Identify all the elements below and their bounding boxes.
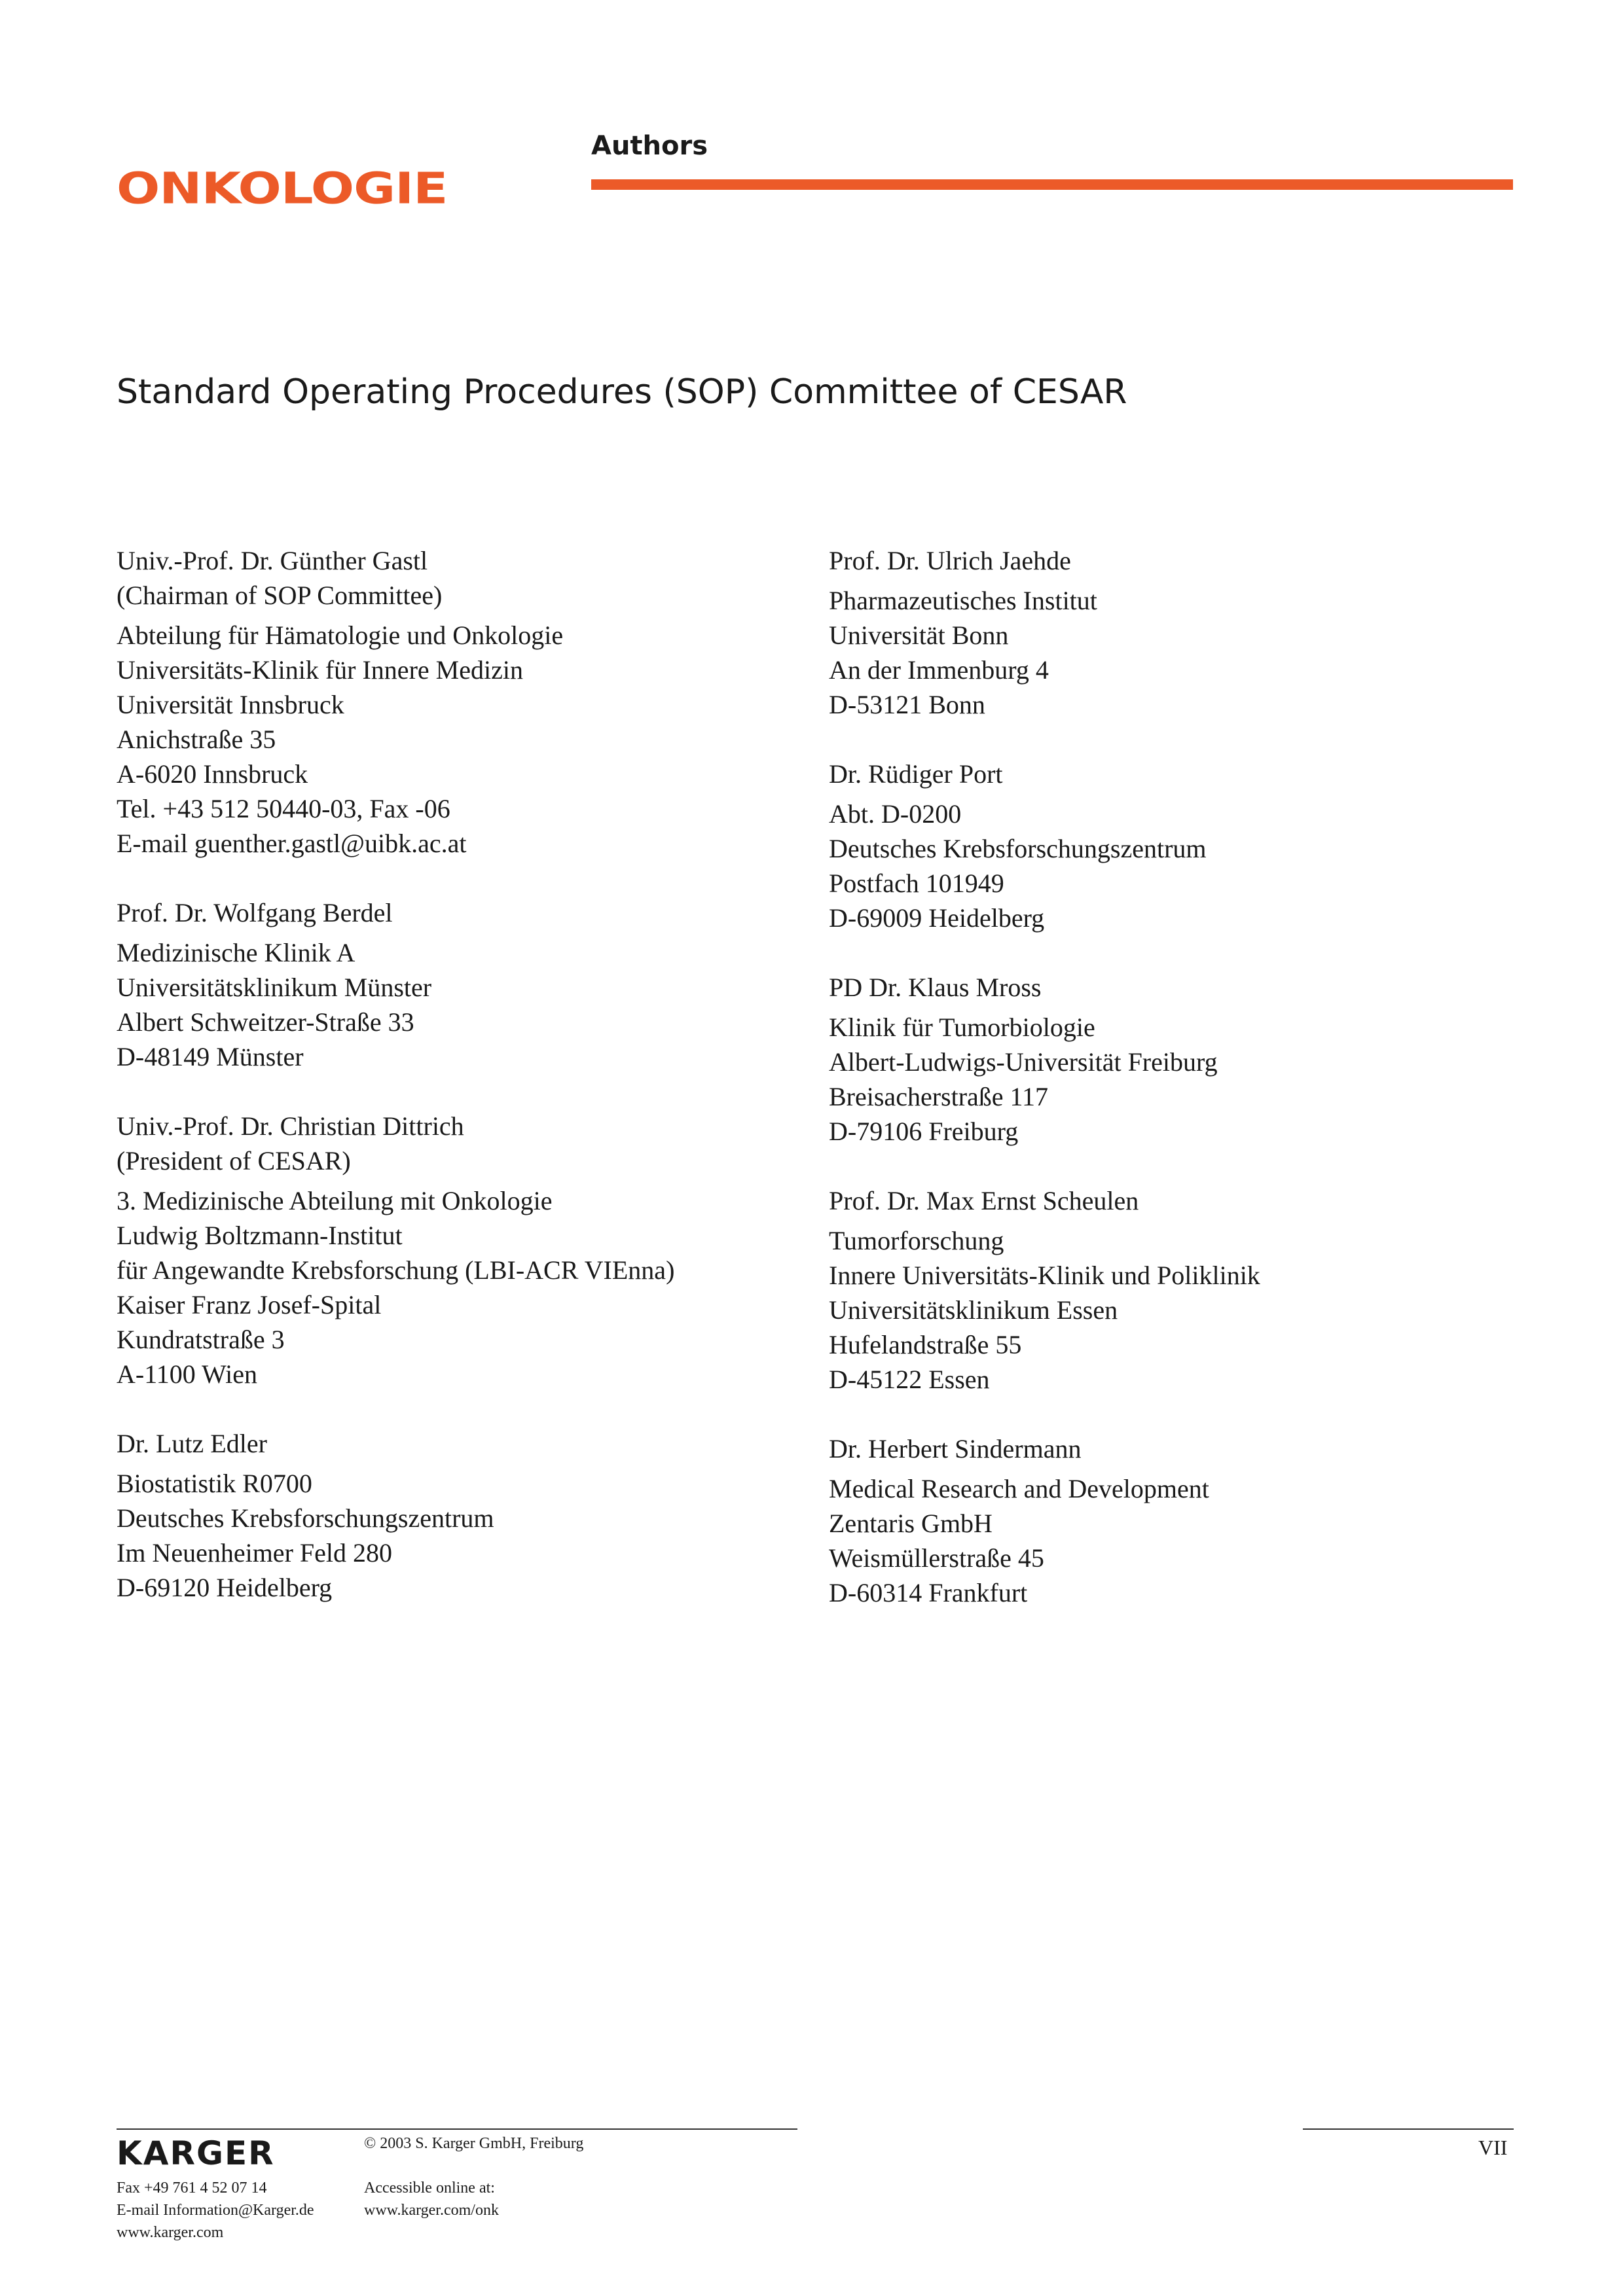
address-line: Tel. +43 512 50440-03, Fax -06	[117, 794, 450, 823]
author-name: Univ.-Prof. Dr. Günther Gastl	[117, 546, 428, 575]
address-line: Medizinische Klinik A	[117, 938, 356, 967]
author-column-left	[117, 543, 804, 1640]
contact-email: E-mail Information@Karger.de	[117, 2202, 314, 2219]
address-line: Universitäts-Klinik für Innere Medizin	[117, 655, 523, 685]
author-address	[829, 797, 1516, 935]
address-line: Ludwig Boltzmann-Institut	[117, 1221, 403, 1250]
address-line: Medical Research and Development	[829, 1474, 1209, 1503]
author-name: Prof. Dr. Wolfgang Berdel	[117, 898, 393, 927]
contact-fax: Fax +49 761 4 52 07 14	[117, 2179, 267, 2197]
author-name: Dr. Lutz Edler	[117, 1429, 267, 1458]
copyright-notice: © 2003 S. Karger GmbH, Freiburg	[364, 2135, 584, 2152]
author-entry	[829, 1183, 1516, 1397]
author-address	[117, 1183, 804, 1391]
address-line: Deutsches Krebsforschungszentrum	[117, 1503, 494, 1533]
address-line: A-1100 Wien	[117, 1359, 258, 1389]
address-line: D-53121 Bonn	[829, 690, 985, 719]
section-rule	[591, 179, 1513, 190]
address-line: Hufelandstraße 55	[829, 1330, 1022, 1359]
author-entry	[117, 895, 804, 1074]
address-line: 3. Medizinische Abteilung mit Onkologie	[117, 1186, 553, 1215]
author-column-right	[829, 543, 1516, 1645]
online-url: www.karger.com/onk	[364, 2202, 499, 2219]
author-address	[117, 618, 804, 861]
address-line: Universitätsklinikum Münster	[117, 973, 432, 1002]
author-name: PD Dr. Klaus Mross	[829, 973, 1042, 1002]
address-line: Anichstraße 35	[117, 725, 276, 754]
address-line: Zentaris GmbH	[829, 1509, 993, 1538]
author-address	[117, 1466, 804, 1605]
address-line: Albert-Ludwigs-Universität Freiburg	[829, 1047, 1218, 1077]
author-entry	[117, 1109, 804, 1391]
address-line: Breisacherstraße 117	[829, 1082, 1049, 1111]
author-address	[829, 1010, 1516, 1149]
author-entry	[117, 1426, 804, 1605]
address-line: An der Immenburg 4	[829, 655, 1049, 685]
section-label: Authors	[591, 131, 708, 161]
address-line: Biostatistik R0700	[117, 1469, 312, 1498]
address-line: D-48149 Münster	[117, 1042, 304, 1071]
address-line: für Angewandte Krebsforschung (LBI-ACR VIEnna)	[117, 1255, 675, 1285]
author-name: Dr. Herbert Sindermann	[829, 1434, 1082, 1463]
author-name: Prof. Dr. Ulrich Jaehde	[829, 546, 1071, 575]
online-label: Accessible online at:	[364, 2179, 495, 2197]
address-line: A-6020 Innsbruck	[117, 759, 308, 789]
footer-rule-left	[117, 2128, 797, 2130]
address-line: Weismüllerstraße 45	[829, 1543, 1044, 1573]
publisher-logo: KARGER	[117, 2134, 275, 2172]
author-entry	[829, 970, 1516, 1149]
address-line: D-45122 Essen	[829, 1365, 990, 1394]
address-line: Abt. D-0200	[829, 799, 962, 829]
page-title: Standard Operating Procedures (SOP) Committee of CESAR	[117, 372, 1127, 412]
address-line: D-69120 Heidelberg	[117, 1573, 333, 1602]
author-name: Dr. Rüdiger Port	[829, 759, 1003, 789]
author-name: Univ.-Prof. Dr. Christian Dittrich	[117, 1111, 464, 1141]
address-line: Universität Bonn	[829, 620, 1009, 650]
address-line: Innere Universitäts-Klinik und Poliklinik	[829, 1261, 1260, 1290]
footer-rule-right	[1303, 2128, 1514, 2130]
address-line: Pharmazeutisches Institut	[829, 586, 1097, 615]
author-entry	[117, 543, 804, 861]
author-role: (President of CESAR)	[117, 1146, 351, 1175]
address-line: Universitätsklinikum Essen	[829, 1295, 1118, 1325]
author-entry	[829, 757, 1516, 935]
address-line: Universität Innsbruck	[117, 690, 344, 719]
journal-logo: ONKOLOGIE	[117, 163, 448, 214]
page-number: VII	[1478, 2136, 1508, 2159]
author-entry	[829, 1431, 1516, 1610]
address-line: Kaiser Franz Josef-Spital	[117, 1290, 382, 1319]
author-address	[829, 1471, 1516, 1610]
address-line: Albert Schweitzer-Straße 33	[117, 1007, 414, 1037]
contact-website: www.karger.com	[117, 2224, 224, 2241]
address-line: Tumorforschung	[829, 1226, 1004, 1255]
address-line: D-69009 Heidelberg	[829, 903, 1045, 933]
address-line: Im Neuenheimer Feld 280	[117, 1538, 392, 1568]
address-line: Deutsches Krebsforschungszentrum	[829, 834, 1207, 863]
address-line: D-60314 Frankfurt	[829, 1578, 1028, 1607]
address-line: Postfach 101949	[829, 869, 1004, 898]
address-line: E-mail guenther.gastl@uibk.ac.at	[117, 829, 467, 858]
author-address	[117, 935, 804, 1074]
address-line: Kundratstraße 3	[117, 1325, 285, 1354]
author-address	[829, 1223, 1516, 1397]
author-address	[829, 583, 1516, 722]
address-line: Klinik für Tumorbiologie	[829, 1013, 1095, 1042]
online-access	[364, 2177, 499, 2221]
publisher-contact	[117, 2177, 314, 2244]
address-line: D-79106 Freiburg	[829, 1117, 1019, 1146]
author-name: Prof. Dr. Max Ernst Scheulen	[829, 1186, 1139, 1215]
author-role: (Chairman of SOP Committee)	[117, 581, 443, 610]
author-entry	[829, 543, 1516, 722]
address-line: Abteilung für Hämatologie und Onkologie	[117, 620, 564, 650]
